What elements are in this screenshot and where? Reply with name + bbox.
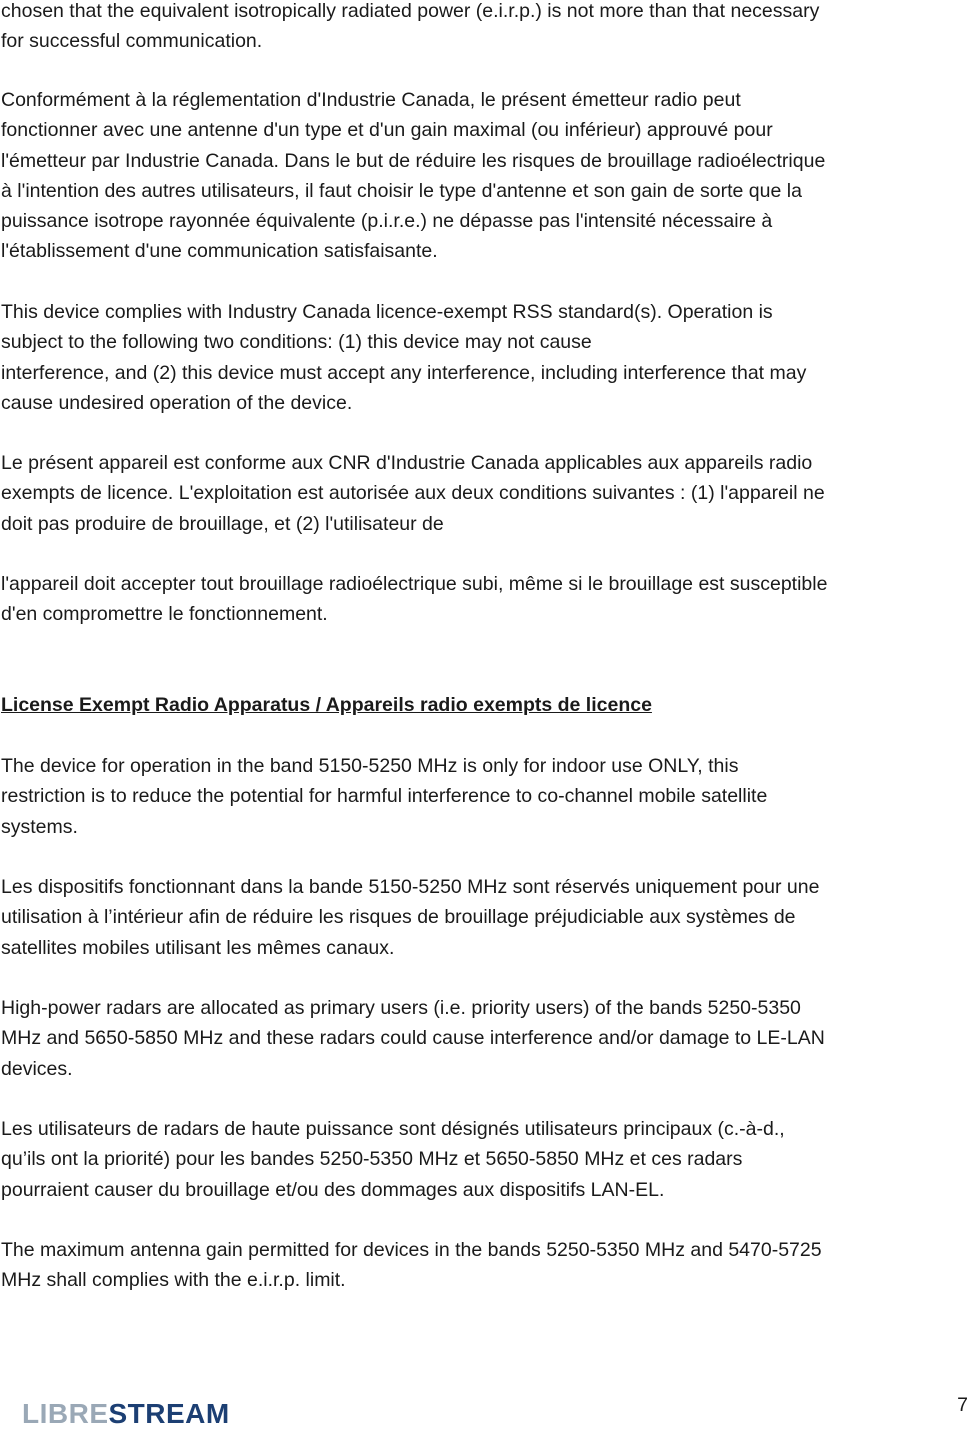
paragraph-high-power-radars xyxy=(1,993,973,1084)
text-line: Les utilisateurs de radars de haute puissance sont désignés utilisateurs principaux (c.-à-d., xyxy=(1,1118,785,1140)
paragraph-cnr-continuation-french xyxy=(1,569,973,630)
paragraph-ic-antenna-french xyxy=(1,85,973,267)
text-line: devices. xyxy=(1,1057,73,1080)
paragraph-high-power-radars-french xyxy=(1,1114,973,1205)
text-line: chosen that the equivalent isotropically radiated power (e.i.r.p.) is not more than that necessary xyxy=(1,0,820,22)
text-line: MHz and 5650-5850 MHz and these radars could cause interference and/or damage to LE-LAN xyxy=(1,1027,825,1050)
paragraph-eirp-continuation xyxy=(1,0,973,57)
text-line: utilisation à l’intérieur afin de réduire les risques de brouillage préjudiciable aux systèmes de xyxy=(1,906,796,929)
text-line: l'appareil doit accepter tout brouillage radioélectrique subi, même si le brouillage est susceptible xyxy=(1,573,828,595)
text-line: puissance isotrope rayonnée équivalente (p.i.r.e.) ne dépasse pas l'intensité nécessaire à xyxy=(1,210,773,233)
paragraph-cnr-compliance-french xyxy=(1,448,973,539)
text-line: interference, and (2) this device must accept any interference, including interference that may xyxy=(1,361,807,384)
text-line: satellites mobiles utilisant les mêmes canaux. xyxy=(1,936,395,959)
text-line: systems. xyxy=(1,815,78,838)
text-line: for successful communication. xyxy=(1,30,263,53)
librestream-logo xyxy=(22,1398,230,1430)
paragraph-band-5150-indoor xyxy=(1,751,973,842)
text-line: fonctionner avec une antenne d'un type et d'un gain maximal (ou inférieur) approuvé pour xyxy=(1,119,773,142)
text-line: MHz shall complies with the e.i.r.p. limit. xyxy=(1,1269,346,1292)
text-line: Les dispositifs fonctionnant dans la bande 5150-5250 MHz sont réservés uniquement pour une xyxy=(1,876,820,898)
text-line: cause undesired operation of the device. xyxy=(1,391,353,414)
text-line: l'établissement d'une communication satisfaisante. xyxy=(1,240,438,263)
text-line: d'en compromettre le fonctionnement. xyxy=(1,603,328,626)
paragraph-rss-compliance xyxy=(1,297,973,418)
text-line: subject to the following two conditions: (1) this device may not cause xyxy=(1,331,592,354)
text-line: à l'intention des autres utilisateurs, il faut choisir le type d'antenne et son gain de sorte que la xyxy=(1,179,802,202)
text-line: pourraient causer du brouillage et/ou des dommages aux dispositifs LAN-EL. xyxy=(1,1178,665,1201)
text-line: Conformément à la réglementation d'Industrie Canada, le présent émetteur radio peut xyxy=(1,89,741,111)
section-heading: License Exempt Radio Apparatus / Appareils radio exempts de licence xyxy=(1,694,652,716)
logo-text-libre: LIBRE xyxy=(22,1398,109,1429)
text-line: This device complies with Industry Canada licence-exempt RSS standard(s). Operation is xyxy=(1,301,773,323)
text-line: restriction is to reduce the potential for harmful interference to co-channel mobile satellite xyxy=(1,785,768,808)
text-line: The device for operation in the band 5150-5250 MHz is only for indoor use ONLY, this xyxy=(1,755,739,777)
text-line: doit pas produire de brouillage, et (2) l'utilisateur de xyxy=(1,512,444,535)
paragraph-max-antenna-gain xyxy=(1,1235,973,1296)
logo-text-stream: STREAM xyxy=(108,1398,230,1429)
page-number: 7 xyxy=(957,1394,968,1416)
text-line: exempts de licence. L'exploitation est autorisée aux deux conditions suivantes : (1) l'appareil ne xyxy=(1,482,825,505)
text-line: The maximum antenna gain permitted for devices in the bands 5250-5350 MHz and 5470-5725 xyxy=(1,1239,822,1261)
text-line: Le présent appareil est conforme aux CNR d'Industrie Canada applicables aux appareils radio xyxy=(1,452,813,474)
text-line: l'émetteur par Industrie Canada. Dans le but de réduire les risques de brouillage radioélectrique xyxy=(1,149,826,172)
paragraph-band-5150-french xyxy=(1,872,973,963)
text-line: High-power radars are allocated as primary users (i.e. priority users) of the bands 5250-5350 xyxy=(1,997,801,1019)
text-line: qu’ils ont la priorité) pour les bandes 5250-5350 MHz et 5650-5850 MHz et ces radars xyxy=(1,1148,743,1171)
